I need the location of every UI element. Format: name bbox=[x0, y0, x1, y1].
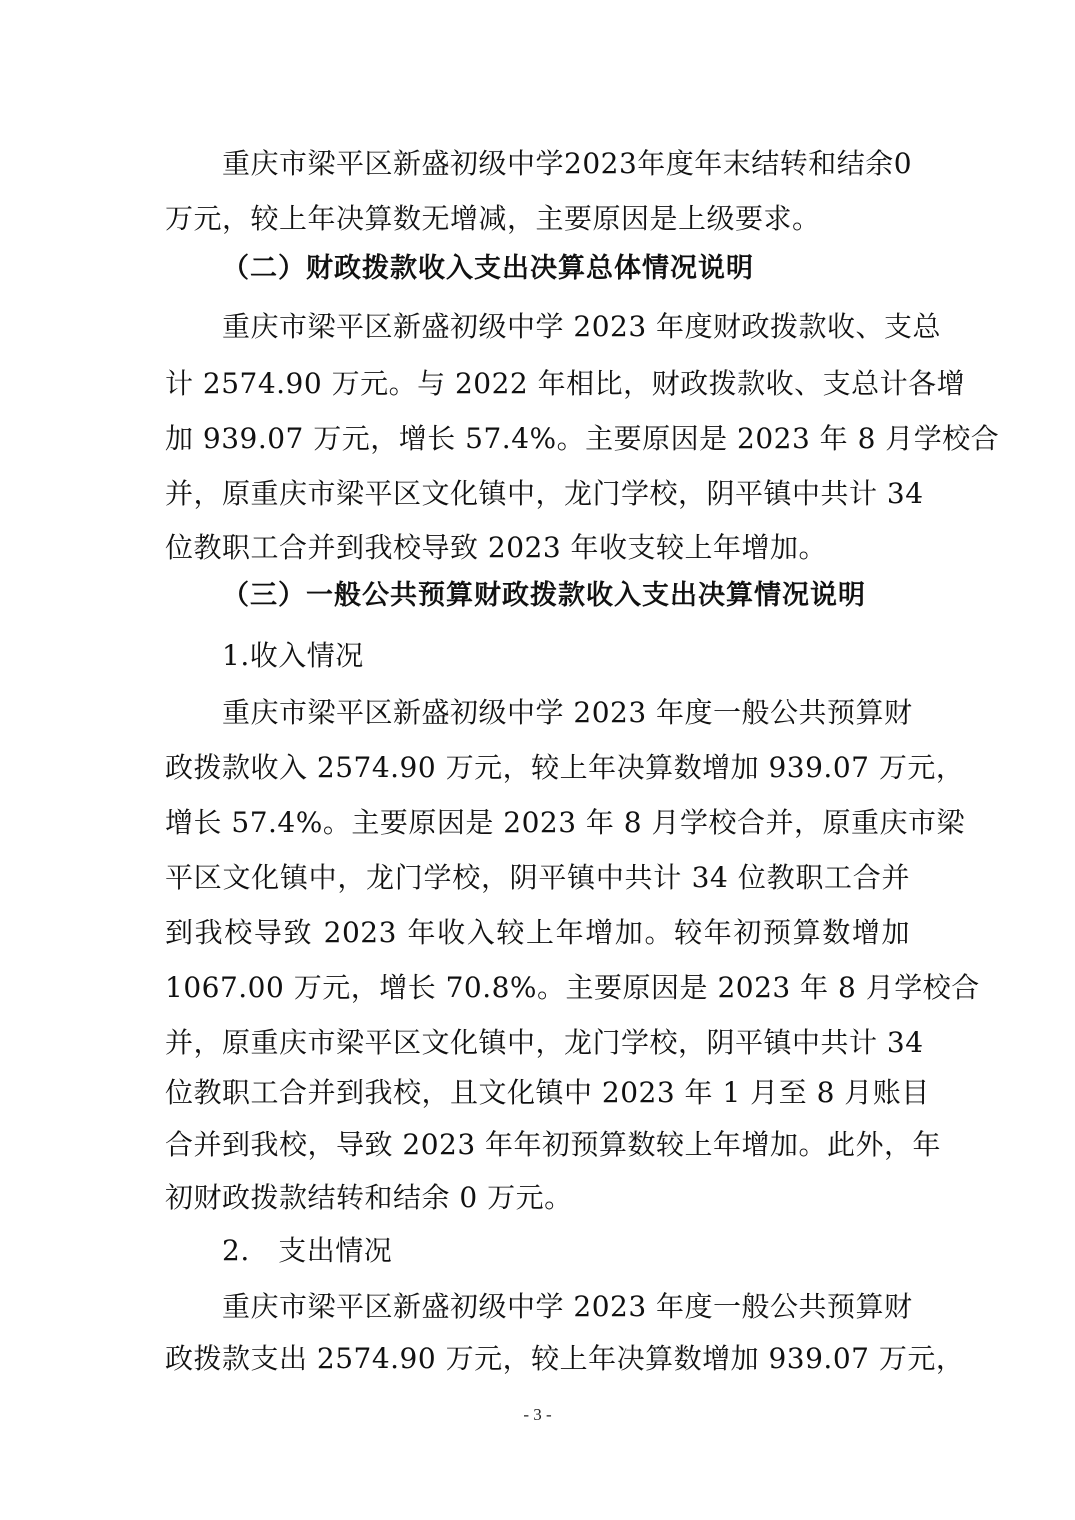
section-heading: （二）财政拨款收入支出决算总体情况说明 bbox=[222, 253, 754, 284]
page-number: - 3 - bbox=[523, 1405, 552, 1424]
paragraph-line: 政拨款收入 2574.90 万元，较上年决算数增加 939.07 万元， bbox=[165, 751, 965, 784]
paragraph-line: 到我校导致 2023 年收入较上年增加。较年初预算数增加 bbox=[165, 916, 910, 949]
paragraph-line: 万元，较上年决算数无增减，主要原因是上级要求。 bbox=[165, 202, 821, 235]
paragraph-line: 重庆市梁平区新盛初级中学 2023 年度财政拨款收、支总 bbox=[222, 310, 942, 343]
paragraph-line: 增长 57.4%。主要原因是 2023 年 8 月学校合并，原重庆市梁 bbox=[165, 806, 966, 839]
paragraph-line: 重庆市梁平区新盛初级中学2023年度年末结转和结余0 bbox=[222, 147, 913, 180]
paragraph-line: 位教职工合并到我校，且文化镇中 2023 年 1 月至 8 月账目 bbox=[165, 1076, 930, 1109]
paragraph-line: 计 2574.90 万元。与 2022 年相比，财政拨款收、支总计各增 bbox=[165, 367, 966, 400]
paragraph-line: 平区文化镇中，龙门学校，阴平镇中共计 34 位教职工合并 bbox=[165, 861, 910, 894]
paragraph-line: 并，原重庆市梁平区文化镇中，龙门学校，阴平镇中共计 34 bbox=[165, 477, 924, 510]
paragraph-line: 位教职工合并到我校导致 2023 年收支较上年增加。 bbox=[165, 531, 828, 564]
paragraph-line: 1067.00 万元，增长 70.8%。主要原因是 2023 年 8 月学校合 bbox=[165, 971, 980, 1004]
paragraph-line: 并，原重庆市梁平区文化镇中，龙门学校，阴平镇中共计 34 bbox=[165, 1026, 924, 1059]
subsection-heading: 2. 支出情况 bbox=[222, 1234, 393, 1267]
paragraph-line: 重庆市梁平区新盛初级中学 2023 年度一般公共预算财 bbox=[222, 696, 913, 729]
subsection-heading: 1.收入情况 bbox=[222, 639, 364, 672]
paragraph-line: 合并到我校，导致 2023 年年初预算数较上年增加。此外，年 bbox=[165, 1128, 942, 1161]
paragraph-line: 加 939.07 万元，增长 57.4%。主要原因是 2023 年 8 月学校合 bbox=[165, 422, 1000, 455]
section-heading: （三）一般公共预算财政拨款收入支出决算情况说明 bbox=[222, 580, 866, 611]
paragraph-line: 重庆市梁平区新盛初级中学 2023 年度一般公共预算财 bbox=[222, 1290, 913, 1323]
paragraph-line: 初财政拨款结转和结余 0 万元。 bbox=[165, 1181, 573, 1214]
paragraph-line: 政拨款支出 2574.90 万元，较上年决算数增加 939.07 万元， bbox=[165, 1342, 965, 1375]
